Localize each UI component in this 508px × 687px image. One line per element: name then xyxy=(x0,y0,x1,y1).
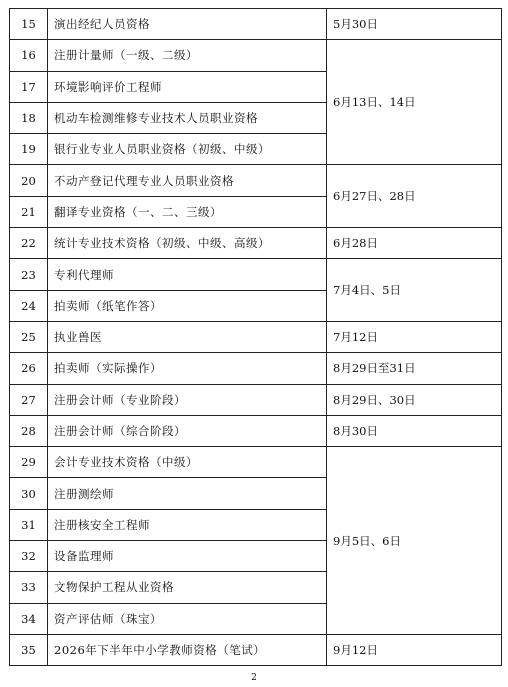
row-number: 17 xyxy=(10,71,48,102)
row-number: 16 xyxy=(10,40,48,71)
exam-name: 拍卖师（纸笔作答） xyxy=(48,290,327,321)
exam-name: 2026年下半年中小学教师资格（笔试） xyxy=(48,634,327,665)
exam-name: 会计专业技术资格（中级） xyxy=(48,447,327,478)
exam-date: 8月30日 xyxy=(327,415,502,446)
row-number: 25 xyxy=(10,321,48,352)
exam-name: 演出经纪人员资格 xyxy=(48,9,327,40)
exam-name: 文物保护工程从业资格 xyxy=(48,572,327,603)
exam-schedule-body xyxy=(10,9,502,666)
exam-name: 资产评估师（珠宝） xyxy=(48,603,327,634)
row-number: 21 xyxy=(10,196,48,227)
exam-date: 7月4日、5日 xyxy=(327,259,502,322)
exam-name: 执业兽医 xyxy=(48,321,327,352)
row-number: 19 xyxy=(10,134,48,165)
exam-date: 8月29日、30日 xyxy=(327,384,502,415)
row-number: 28 xyxy=(10,415,48,446)
table-row xyxy=(10,228,502,259)
exam-name: 注册测绘师 xyxy=(48,478,327,509)
table-row xyxy=(10,321,502,352)
row-number: 23 xyxy=(10,259,48,290)
row-number: 26 xyxy=(10,353,48,384)
exam-name: 机动车检测维修专业技术人员职业资格 xyxy=(48,102,327,133)
exam-name: 拍卖师（实际操作） xyxy=(48,353,327,384)
exam-name: 注册会计师（综合阶段） xyxy=(48,415,327,446)
exam-date: 7月12日 xyxy=(327,321,502,352)
exam-name: 设备监理师 xyxy=(48,541,327,572)
exam-name: 翻译专业资格（一、二、三级） xyxy=(48,196,327,227)
exam-name: 专利代理师 xyxy=(48,259,327,290)
exam-date: 9月5日、6日 xyxy=(327,447,502,635)
table-row xyxy=(10,165,502,196)
exam-date: 6月27日、28日 xyxy=(327,165,502,228)
exam-date: 8月29日至31日 xyxy=(327,353,502,384)
row-number: 24 xyxy=(10,290,48,321)
page-number: 2 xyxy=(251,673,257,683)
exam-name: 银行业专业人员职业资格（初级、中级） xyxy=(48,134,327,165)
row-number: 29 xyxy=(10,447,48,478)
row-number: 35 xyxy=(10,634,48,665)
row-number: 31 xyxy=(10,509,48,540)
row-number: 34 xyxy=(10,603,48,634)
exam-date: 5月30日 xyxy=(327,9,502,40)
exam-name: 注册计量师（一级、二级） xyxy=(48,40,327,71)
exam-date: 6月13日、14日 xyxy=(327,40,502,165)
row-number: 33 xyxy=(10,572,48,603)
table-row xyxy=(10,384,502,415)
row-number: 30 xyxy=(10,478,48,509)
row-number: 22 xyxy=(10,228,48,259)
row-number: 27 xyxy=(10,384,48,415)
table-row xyxy=(10,259,502,290)
row-number: 18 xyxy=(10,102,48,133)
table-row xyxy=(10,415,502,446)
exam-name: 注册会计师（专业阶段） xyxy=(48,384,327,415)
exam-name: 统计专业技术资格（初级、中级、高级） xyxy=(48,228,327,259)
exam-name: 环境影响评价工程师 xyxy=(48,71,327,102)
row-number: 32 xyxy=(10,541,48,572)
table-row xyxy=(10,634,502,665)
exam-name: 不动产登记代理专业人员职业资格 xyxy=(48,165,327,196)
exam-date: 6月28日 xyxy=(327,228,502,259)
row-number: 20 xyxy=(10,165,48,196)
exam-name: 注册核安全工程师 xyxy=(48,509,327,540)
table-row xyxy=(10,40,502,71)
table-row xyxy=(10,447,502,478)
exam-date: 9月12日 xyxy=(327,634,502,665)
table-row xyxy=(10,353,502,384)
table-row xyxy=(10,9,502,40)
row-number: 15 xyxy=(10,9,48,40)
exam-schedule-table xyxy=(9,8,502,666)
